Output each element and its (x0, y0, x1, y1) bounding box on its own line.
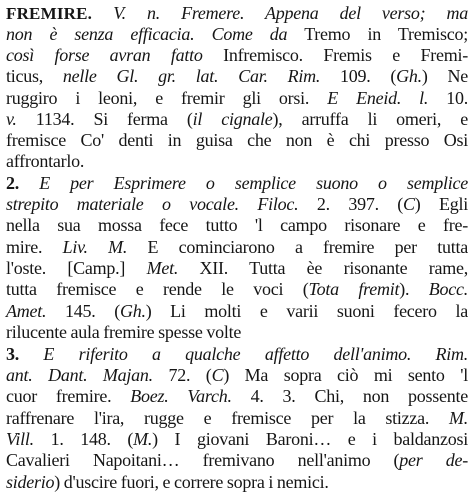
text-segment: ) Ma sopra ciò mi sento 'l (223, 365, 468, 385)
text-segment: Gh. (119, 301, 146, 321)
text-line (6, 407, 468, 429)
text-line (6, 385, 468, 407)
text-line (6, 65, 468, 87)
sense-number: 2. (6, 173, 19, 193)
text-segment (92, 3, 113, 23)
text-segment: Tremo in Tremisco; (287, 24, 468, 44)
text-segment: l'oste. [Camp.] (6, 258, 147, 278)
text-line (6, 343, 468, 365)
text-segment: ticus, (6, 66, 63, 86)
text-segment: raffrenare l'ira, rugge e fremisce per la stizza. (6, 408, 449, 428)
text-segment: fremisce Co' denti in guisa che non è chi presso Osi (6, 130, 468, 150)
text-line (6, 150, 84, 172)
headword: FREMIRE. (6, 4, 93, 23)
text-segment: nelle Gl. gr. lat. Car. Rim. (62, 66, 321, 86)
text-segment: 72. ( (152, 365, 212, 385)
text-line (6, 236, 468, 258)
text-segment: tutta fremisce e rende le voci ( (6, 279, 309, 299)
text-segment: cuor fremire. (6, 386, 131, 406)
text-segment: così forse avran fatto (6, 45, 203, 65)
text-line (6, 44, 468, 66)
sense-number: 3. (6, 344, 19, 364)
text-line (6, 2, 468, 24)
text-segment: affrontarlo. (6, 151, 85, 171)
text-segment: M. (449, 408, 468, 428)
text-segment: ) I giovani Baroni… e i baldanzosi (152, 429, 469, 449)
text-segment: C (211, 365, 224, 385)
text-segment: strepito materiale o vocale. Filoc. (6, 194, 299, 214)
text-segment: rilucente aula fremire spesse volte (6, 322, 242, 342)
text-segment (19, 344, 43, 364)
text-segment: Met. (146, 258, 179, 278)
text-segment: per de- (399, 450, 468, 470)
text-line (6, 193, 468, 215)
text-segment: E Eneid. l. (327, 88, 429, 108)
text-segment: ) d'uscire fuori, e correre sopra i nemici. (54, 472, 329, 492)
text-segment: 2. 397. ( (298, 194, 404, 214)
text-segment: siderio (6, 472, 55, 492)
text-segment: nella sua mossa fece tutto 'l campo risonare e fre- (6, 215, 468, 235)
text-segment: ) Ne (421, 66, 468, 86)
text-line (6, 87, 468, 109)
text-line (6, 428, 468, 450)
text-line (6, 129, 468, 151)
text-segment: E per Esprimere o semplice suono o semplice (39, 173, 468, 193)
text-segment: Amet. (6, 301, 47, 321)
text-segment: Infremisco. Fremis e Fremi- (202, 45, 468, 65)
text-segment: ruggiro i leoni, e fremir gli orsi. (6, 88, 328, 108)
text-segment: Liv. M. (62, 237, 128, 257)
text-line (6, 23, 468, 45)
text-segment: 10. (428, 88, 469, 108)
text-line (6, 449, 468, 471)
text-segment: E cominciarono a fremire per tutta (127, 237, 468, 257)
text-segment: 1134. Si ferma ( (16, 109, 193, 129)
text-segment: Tota fremit (308, 279, 400, 299)
text-segment: ). (399, 279, 429, 299)
text-segment: ) Egli (414, 194, 469, 214)
text-line (6, 364, 468, 386)
text-segment: v. (6, 109, 17, 129)
text-segment: XII. Tutta èe risonante rame, (178, 258, 468, 278)
text-segment: il cignale (192, 109, 273, 129)
text-segment: ), arruffa li omeri, e (272, 109, 469, 129)
text-line (6, 321, 241, 343)
text-segment: E riferito a qualche affetto dell'animo. Rim. (43, 344, 468, 364)
text-segment: 1. 148. ( (33, 429, 134, 449)
text-line (6, 214, 468, 236)
text-line (6, 108, 468, 130)
text-segment: Cavalieri Napoitani… fremivano nell'animo ( (6, 450, 400, 470)
text-segment: non è senza efficacia. Come da (6, 24, 288, 44)
text-segment: C (403, 194, 415, 214)
text-segment: 4. 3. Chi, non possente (231, 386, 468, 406)
text-segment: M. (133, 429, 153, 449)
text-line (6, 172, 468, 194)
text-segment: mire. (6, 237, 63, 257)
text-segment: ant. Dant. Majan. (6, 365, 153, 385)
text-segment: Vill. (6, 429, 34, 449)
text-line (6, 278, 468, 300)
text-segment: 109. ( (320, 66, 397, 86)
text-segment: 145. ( (46, 301, 120, 321)
text-segment: Gh. (396, 66, 422, 86)
text-segment: V. n. Fremere. Appena del verso; ma (113, 3, 468, 23)
text-segment: Boez. Varch. (130, 386, 232, 406)
text-segment: ) Li molti e varii suoni fecero la (145, 301, 469, 321)
text-line (6, 257, 468, 279)
text-segment (19, 173, 39, 193)
text-line (6, 300, 468, 322)
text-segment: Bocc. (428, 279, 468, 299)
